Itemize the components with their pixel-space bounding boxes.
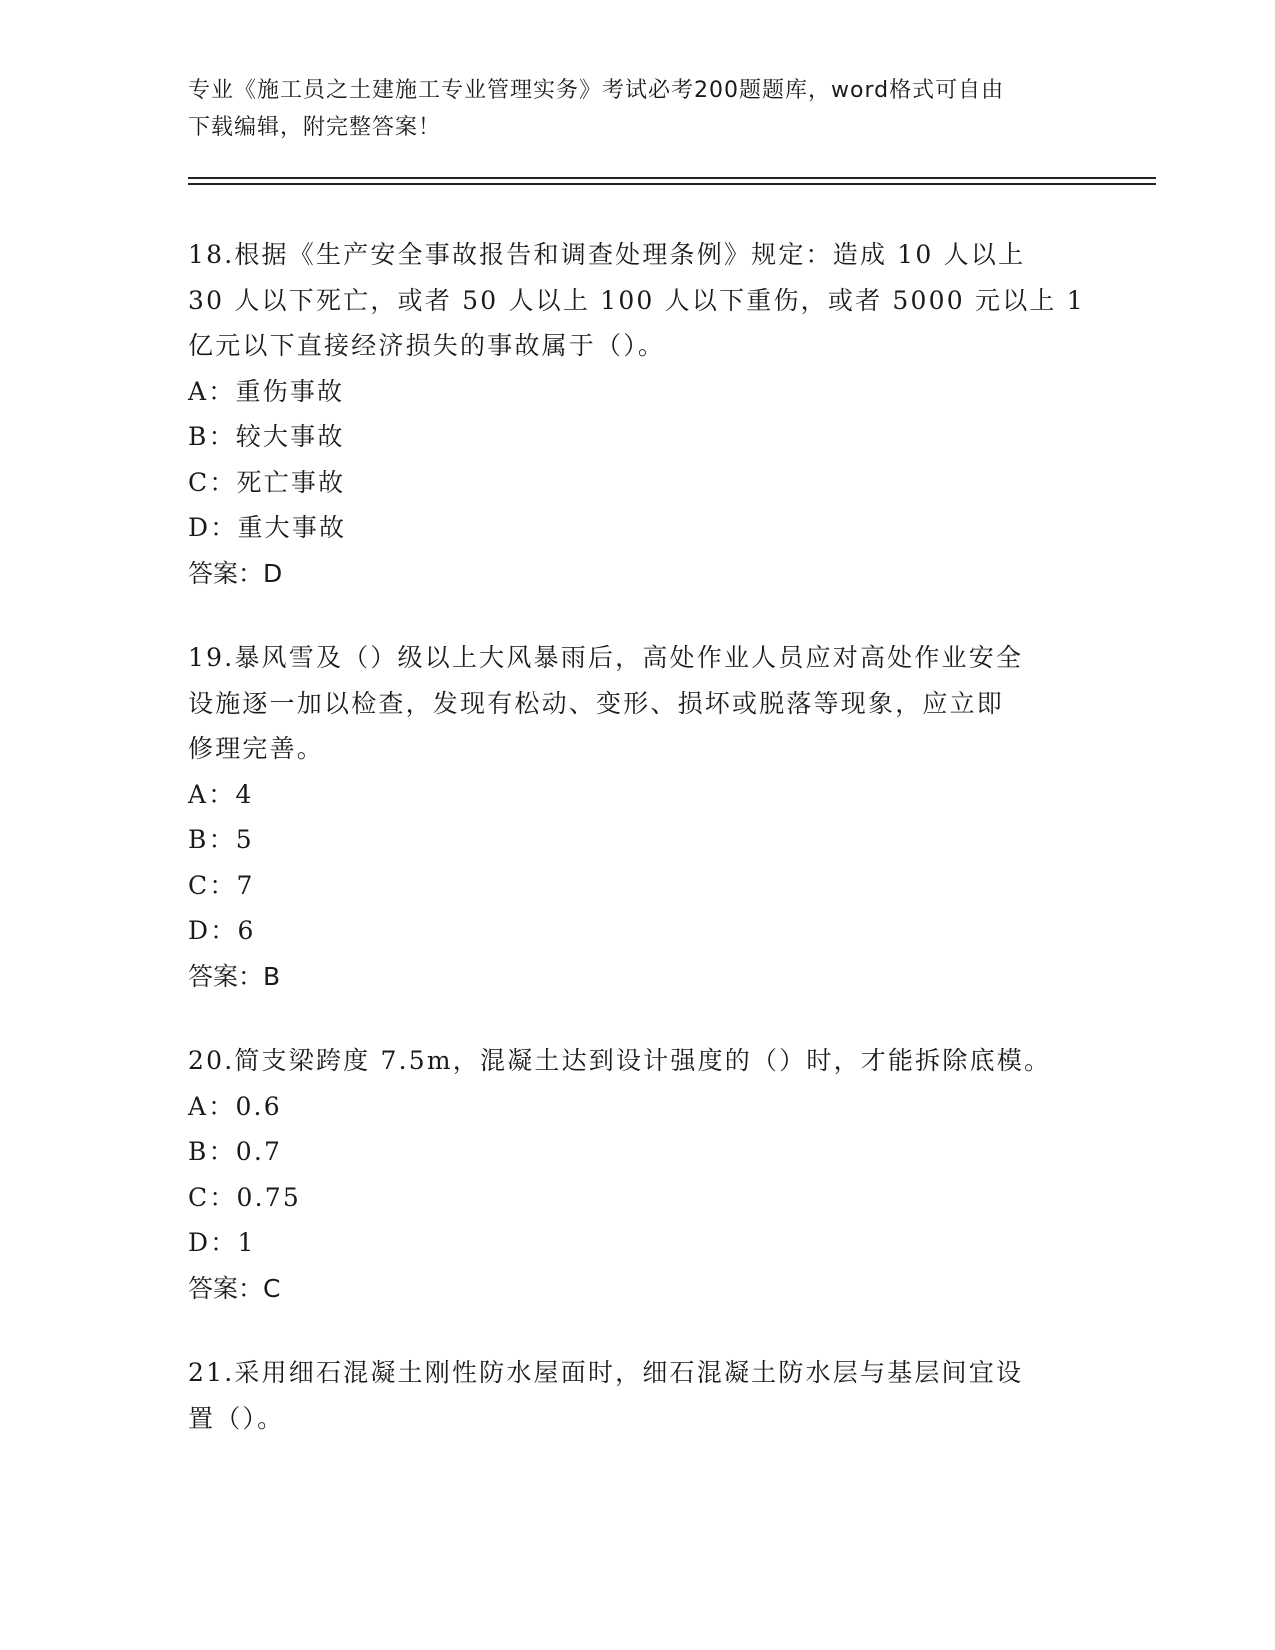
option-a: A：0.6 bbox=[188, 1091, 282, 1121]
question-stem-line: 30 人以下死亡，或者 50 人以上 100 人以下重伤，或者 5000 元以上 1 bbox=[188, 285, 1085, 315]
question-stem-line: 21.采用细石混凝土刚性防水屋面时，细石混凝土防水层与基层间宜设 bbox=[188, 1358, 1024, 1387]
header-divider-bottom bbox=[188, 183, 1156, 185]
question-stem-line: 19.暴风雪及（）级以上大风暴雨后，高处作业人员应对高处作业安全 bbox=[188, 643, 1024, 672]
answer-line: 答案：D bbox=[188, 558, 283, 588]
option-a: A：重伤事故 bbox=[188, 376, 345, 406]
header-line-1: 专业《施工员之土建施工专业管理实务》考试必考200题题库，word格式可自由 bbox=[188, 78, 1005, 103]
answer-line: 答案：B bbox=[188, 961, 281, 991]
header-line-2: 下载编辑，附完整答案！ bbox=[188, 115, 442, 140]
answer-line: 答案：C bbox=[188, 1273, 281, 1303]
option-a: A：4 bbox=[188, 779, 254, 809]
option-d: D：重大事故 bbox=[188, 513, 347, 542]
option-b: B：0.7 bbox=[188, 1137, 283, 1166]
option-b: B：5 bbox=[188, 825, 254, 854]
header-divider-top bbox=[188, 177, 1156, 179]
question-stem-line: 设施逐一加以检查，发现有松动、变形、损坏或脱落等现象，应立即 bbox=[188, 688, 1005, 718]
option-c: C：0.75 bbox=[188, 1182, 301, 1212]
question-20 bbox=[188, 1038, 1088, 1311]
question-18 bbox=[188, 232, 1088, 596]
option-c: C：死亡事故 bbox=[188, 467, 346, 497]
question-stem-line: 置（）。 bbox=[188, 1403, 285, 1433]
document-header bbox=[188, 72, 1088, 146]
question-list bbox=[188, 232, 1088, 1480]
question-stem-line: 亿元以下直接经济损失的事故属于（）。 bbox=[188, 331, 666, 360]
option-d: D：1 bbox=[188, 1228, 256, 1257]
question-21 bbox=[188, 1350, 1088, 1441]
question-stem-line: 修理完善。 bbox=[188, 734, 325, 763]
option-c: C：7 bbox=[188, 870, 255, 900]
question-19 bbox=[188, 635, 1088, 999]
option-b: B：较大事故 bbox=[188, 422, 345, 451]
question-stem-line: 20.简支梁跨度 7.5m，混凝土达到设计强度的（）时，才能拆除底模。 bbox=[188, 1046, 1052, 1075]
question-stem-line: 18.根据《生产安全事故报告和调查处理条例》规定：造成 10 人以上 bbox=[188, 240, 1026, 269]
option-d: D：6 bbox=[188, 916, 256, 945]
